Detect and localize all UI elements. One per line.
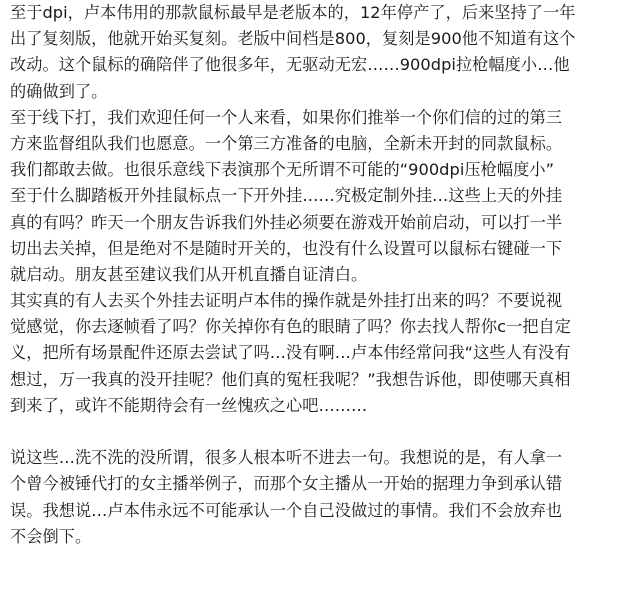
text-line: 真的有吗？昨天一个朋友告诉我们外挂必须要在游戏开始前启动，可以打一半 (10, 212, 563, 232)
text-line: 义，把所有场景配件还原去尝试了吗…没有啊…卢本伟经常问我“这些人有没有 (10, 343, 571, 363)
text-line: 就启动。朋友甚至建议我们从开机直播自证清白。 (10, 264, 368, 284)
text-line: 想过，万一我真的没开挂呢？他们真的冤枉我呢？”我想告诉他，即使哪天真相 (10, 369, 571, 389)
text-line: 误。我想说…卢本伟永远不可能承认一个自己没做过的事情。我们不会放弃也 (10, 500, 563, 520)
text-line: 觉感觉，你去逐帧看了吗？你关掉你有色的眼睛了吗？你去找人帮你c一把自定 (10, 317, 572, 337)
text-line: 其实真的有人去买个外挂去证明卢本伟的操作就是外挂打出来的吗？不要说视 (10, 291, 563, 311)
text-line: 切出去关掉，但是绝对不是随时开关的，也没有什么设置可以鼠标右键碰一下 (10, 238, 563, 258)
text-line: 至于dpi，卢本伟用的那款鼠标最早是老版本的，12年停产了，后来坚持了一年 (10, 3, 576, 22)
text-line: 不会倒下。 (10, 526, 92, 546)
text-line: 个曾今被锤代打的女主播举例子，而那个女主播从一开始的据理力争到承认错 (10, 474, 563, 494)
text-line: 出了复刻版，他就开始买复刻。老版中间档是800，复刻是900他不知道有这个 (10, 29, 576, 49)
text-line: 我们都敢去做。也很乐意线下表演那个无所谓不可能的“900dpi压枪幅度小” (10, 160, 555, 180)
paragraph-spacer (10, 419, 628, 445)
text-line: 方来监督组队我们也愿意。一个第三方准备的电脑，全新未开封的同款鼠标。 (10, 133, 563, 153)
paragraph-cheat-claims (10, 183, 628, 288)
text-line: 至于线下打，我们欢迎任何一个人来看，如果你们推举一个你们信的过的第三 (10, 107, 563, 127)
paragraph-proof (10, 288, 628, 419)
text-line: 改动。这个鼠标的确陪伴了他很多年，无驱动无宏……900dpi拉枪幅度小…他 (10, 55, 570, 75)
paragraph-conclusion (10, 445, 628, 550)
paragraph-offline-match (10, 105, 628, 184)
text-line: 至于什么脚踏板开外挂鼠标点一下开外挂……究极定制外挂…这些上天的外挂 (10, 186, 563, 206)
text-line: 的确做到了。 (10, 81, 108, 101)
paragraph-dpi (10, 0, 628, 105)
text-line: 到来了，或许不能期待会有一丝愧疚之心吧……… (10, 395, 368, 415)
text-line: 说这些…洗不洗的没所谓，很多人根本听不进去一句。我想说的是，有人拿一 (10, 448, 563, 468)
